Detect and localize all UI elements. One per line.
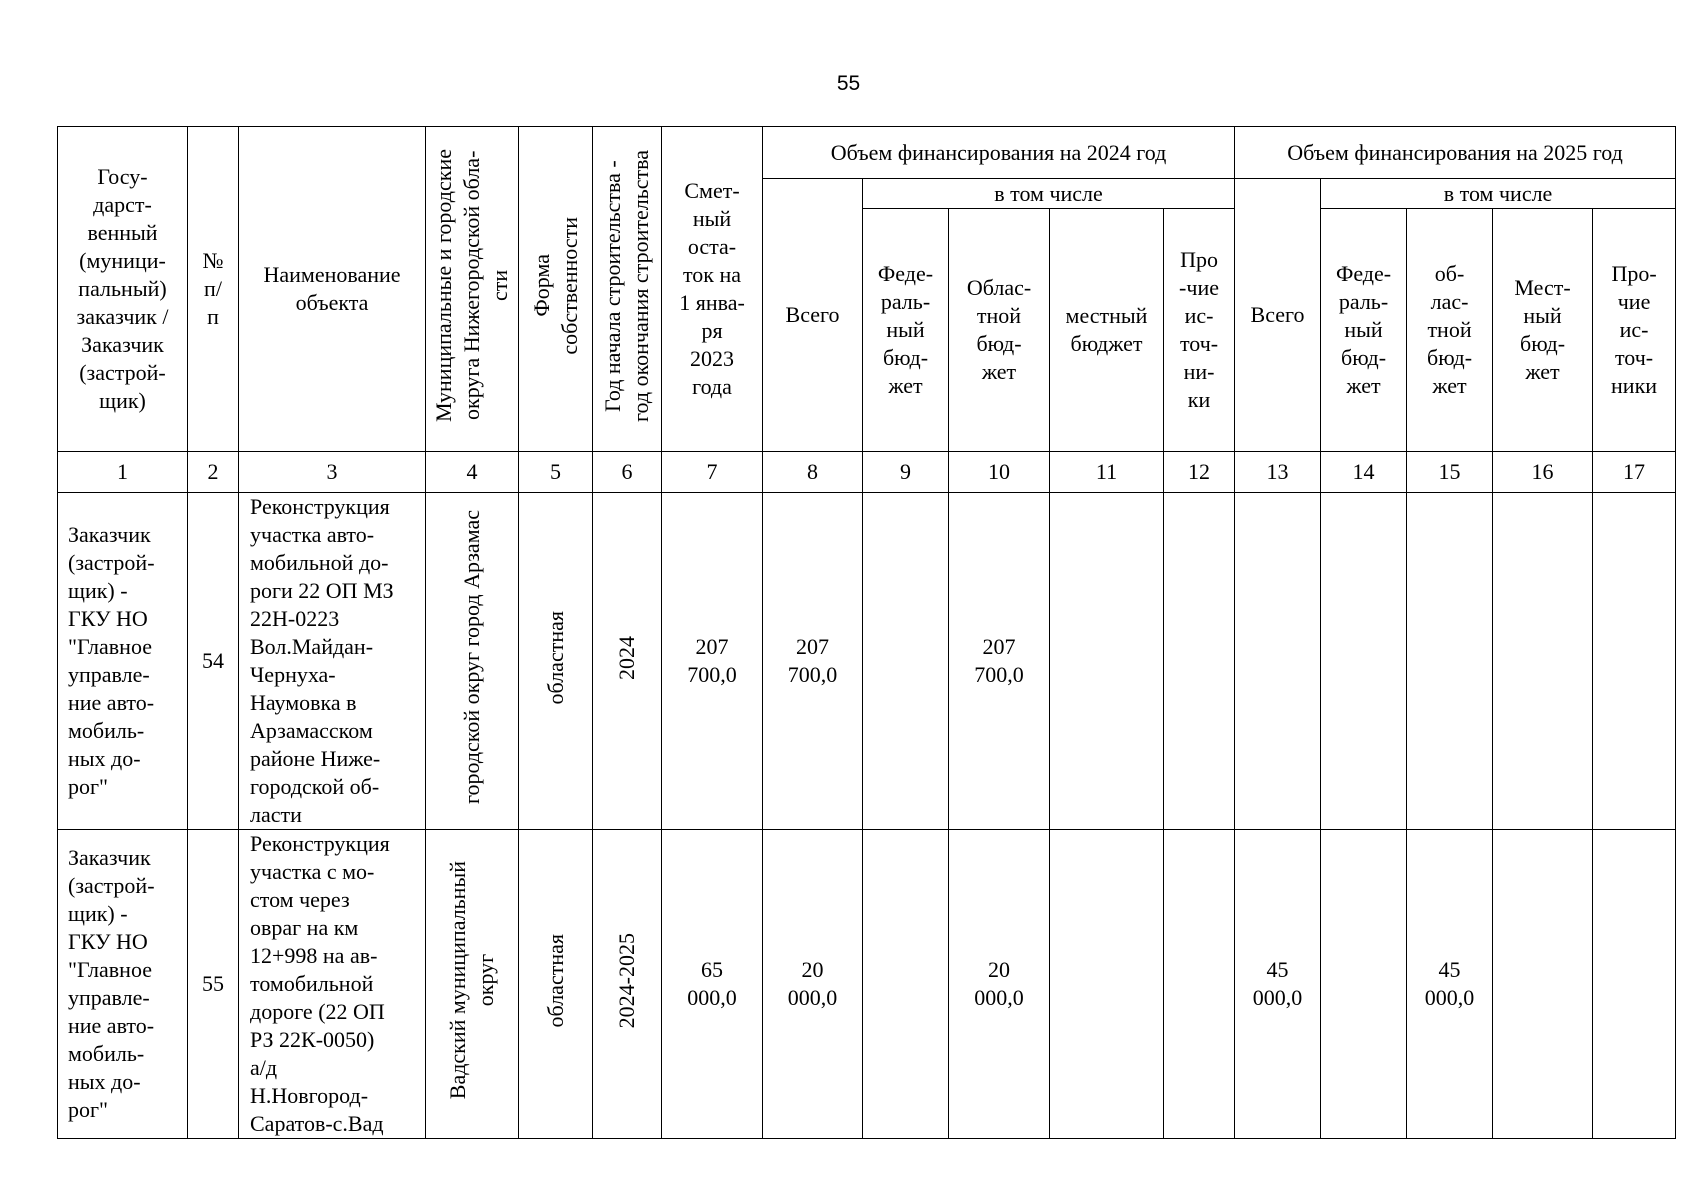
header-including-2025: в том числе — [1321, 179, 1676, 209]
local-2025-cell — [1493, 493, 1593, 830]
header-federal-2024: Феде- раль- ный бюд- жет — [863, 209, 949, 452]
header-customer: Госу- дарст- венный (муници- пальный) заказчик / Заказчик (застрой- щик) — [58, 127, 188, 452]
column-number: 6 — [593, 452, 662, 493]
page-number: 55 — [836, 72, 861, 95]
header-number: № п/ п — [188, 127, 239, 452]
object-name-cell: Реконструкция участка авто- мобильной до- роги 22 ОП МЗ 22Н-0223 Вол.Майдан- Чернуха- Наумовка в Арзамасском районе Ниже- городской об- ласти — [239, 493, 426, 830]
column-number: 4 — [426, 452, 519, 493]
table-row — [58, 493, 1676, 830]
header-other-2024: Про -чие ис- точ- ни- ки — [1164, 209, 1235, 452]
customer-cell: Заказчик (застрой- щик) - ГКУ НО "Главное управле- ние авто- мобиль- ных до- рог" — [58, 493, 188, 830]
regional-2025-cell: 45 000,0 — [1407, 830, 1493, 1139]
other-2025-cell — [1593, 493, 1676, 830]
header-object-name: Наименование объекта — [239, 127, 426, 452]
header-row-1 — [58, 127, 1676, 179]
header-financing-2024: Объем финансирования на 2024 год — [763, 127, 1235, 179]
local-2024-cell — [1050, 830, 1164, 1139]
header-other-2025: Про- чие ис- точ- ники — [1593, 209, 1676, 452]
column-number: 17 — [1593, 452, 1676, 493]
regional-2024-cell: 20 000,0 — [949, 830, 1050, 1139]
column-number: 14 — [1321, 452, 1407, 493]
years-cell: 2024 — [593, 493, 662, 830]
header-local-2025: Мест- ный бюд- жет — [1493, 209, 1593, 452]
header-total-2025: Всего — [1235, 179, 1321, 452]
header-including-2024: в том числе — [863, 179, 1235, 209]
column-number: 8 — [763, 452, 863, 493]
column-numbers-row — [58, 452, 1676, 493]
remainder-cell: 207 700,0 — [662, 493, 763, 830]
ownership-cell: областная — [519, 493, 593, 830]
federal-2025-cell — [1321, 830, 1407, 1139]
column-number: 1 — [58, 452, 188, 493]
header-ownership: Форма собственности — [519, 127, 593, 452]
local-2025-cell — [1493, 830, 1593, 1139]
ownership-cell: областная — [519, 830, 593, 1139]
regional-2024-cell: 207 700,0 — [949, 493, 1050, 830]
federal-2024-cell — [863, 493, 949, 830]
district-cell: Вадский муниципальный округ — [426, 830, 519, 1139]
other-2025-cell — [1593, 830, 1676, 1139]
column-number: 16 — [1493, 452, 1593, 493]
column-number: 2 — [188, 452, 239, 493]
federal-2025-cell — [1321, 493, 1407, 830]
column-number: 5 — [519, 452, 593, 493]
federal-2024-cell — [863, 830, 949, 1139]
header-local-2024: местный бюджет — [1050, 209, 1164, 452]
other-2024-cell — [1164, 493, 1235, 830]
other-2024-cell — [1164, 830, 1235, 1139]
row-number-cell: 55 — [188, 830, 239, 1139]
total-2024-cell: 207 700,0 — [763, 493, 863, 830]
header-years: Год начала строительства - год окончания строительства — [593, 127, 662, 452]
total-2025-cell — [1235, 493, 1321, 830]
table-row — [58, 830, 1676, 1139]
header-regional-2025: об- лас- тной бюд- жет — [1407, 209, 1493, 452]
total-2024-cell: 20 000,0 — [763, 830, 863, 1139]
local-2024-cell — [1050, 493, 1164, 830]
total-2025-cell: 45 000,0 — [1235, 830, 1321, 1139]
header-estimate-remainder: Смет- ный оста- ток на 1 янва- ря 2023 года — [662, 127, 763, 452]
column-number: 15 — [1407, 452, 1493, 493]
row-number-cell: 54 — [188, 493, 239, 830]
header-regional-2024: Облас- тной бюд- жет — [949, 209, 1050, 452]
customer-cell: Заказчик (застрой- щик) - ГКУ НО "Главное управле- ние авто- мобиль- ных до- рог" — [58, 830, 188, 1139]
header-financing-2025: Объем финансирования на 2025 год — [1235, 127, 1676, 179]
district-cell: городской округ город Арзамас — [426, 493, 519, 830]
regional-2025-cell — [1407, 493, 1493, 830]
column-number: 13 — [1235, 452, 1321, 493]
column-number: 12 — [1164, 452, 1235, 493]
column-number: 10 — [949, 452, 1050, 493]
header-federal-2025: Феде- раль- ный бюд- жет — [1321, 209, 1407, 452]
financing-table — [57, 126, 1676, 1139]
header-total-2024: Всего — [763, 179, 863, 452]
header-district: Муниципальные и городские округа Нижегородской обла- сти — [426, 127, 519, 452]
column-number: 9 — [863, 452, 949, 493]
object-name-cell: Реконструкция участка с мо- стом через овраг на км 12+998 на ав- томобильной дороге (22 ОП РЗ 22К-0050) а/д Н.Новгород- Саратов-с.Вад — [239, 830, 426, 1139]
remainder-cell: 65 000,0 — [662, 830, 763, 1139]
years-cell: 2024-2025 — [593, 830, 662, 1139]
column-number: 11 — [1050, 452, 1164, 493]
column-number: 3 — [239, 452, 426, 493]
column-number: 7 — [662, 452, 763, 493]
